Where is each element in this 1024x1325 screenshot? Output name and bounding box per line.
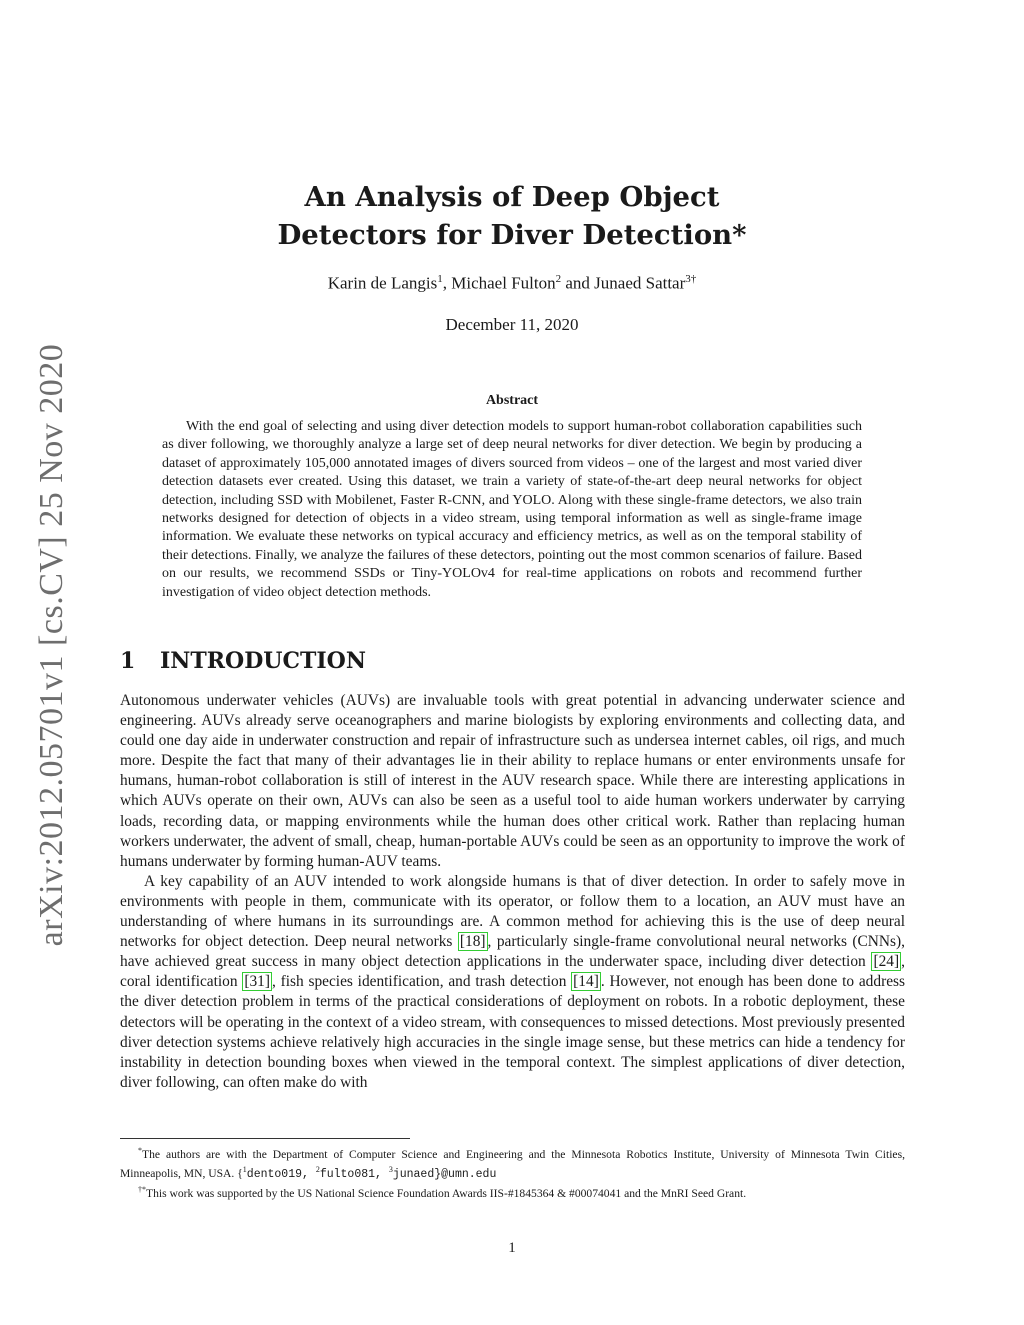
affiliation-mark: 3† (685, 273, 697, 285)
publication-date: December 11, 2020 (445, 315, 579, 334)
abstract-body: With the end goal of selecting and using diver detection models to support human-robot collaboration capabilities such as diver following, we thoroughly analyze a large set of deep neural networks for diver detection. We begin by producing a dataset of approximately 105,000 annotated images of divers sourced from videos – one of the largest and most varied diver detection datasets ever created. Using this dataset, we train a variety of state-of-the-art deep neural networks for object detection, including SSD with Mobilenet, Faster R-CNN, and YOLO. Along with these single-frame detectors, we also train networks designed for detection of objects in a video stream, using temporal information as well as single-frame image information. We evaluate these networks on typical accuracy and efficiency metrics, as well as on the temporal stability of their detections. Finally, we analyze the failures of these detectors, pointing out the most common scenarios of failure. Based on our results, we recommend SSDs or Tiny-YOLOv4 for real-time applications on robots and recommend further investigation of video object detection methods. (162, 419, 862, 600)
email-address[interactable]: dento019, (246, 1167, 316, 1181)
citation-link[interactable]: [24] (873, 953, 900, 971)
footnote-mark: †* (138, 1184, 146, 1194)
paragraph-text: , fish species identification, and trash detection (272, 973, 572, 991)
introduction-body (120, 691, 905, 1093)
footnote-divider (120, 1138, 410, 1139)
affiliation-mark: 2 (555, 273, 562, 285)
affiliation-mark: 1 (437, 273, 443, 285)
paragraph-text: , coral identification (120, 953, 905, 991)
author-name: Michael Fulton (451, 273, 556, 293)
footnotes (120, 1143, 905, 1201)
paragraph-text: A key capability of an AUV intended to work alongside humans is that of diver detection. In order to safely move in environments with people in them, communicate with its operator, or follow them to a location, an AUV must have an understanding of where humans in its surroundings are. A common method for achieving this is the use of deep neural networks for object detection. Deep neural networks (120, 872, 905, 951)
paragraph: Autonomous underwater vehicles (AUVs) are invaluable tools with great potential in advancing underwater science and engineering. AUVs already serve oceanographers and marine biologists by exploring environments and collecting data, and could one day aide in underwater construction and repair of infrastructure such as undersea internet cables, oil rigs, and much more. Despite the fact that many of their advantages lie in their ability to replace humans or enter environments unsafe for humans, human-robot collaboration is still of interest in the AUV research space. While there are interesting applications in which AUVs operate on their own, AUVs can also be seen as a useful tool to aide human workers underwater by carrying loads, recording data, or mapping environments while the human does other critical work. Rather than replacing human workers underwater, the advent of small, cheap, human-portable AUVs could be seen as an opportunity to improve the work of humans underwater by forming human-AUV teams. (120, 692, 905, 870)
footnote (120, 1182, 905, 1201)
title-line-2: Detectors for Diver Detection* (277, 219, 747, 251)
email-address[interactable]: fulto081, (319, 1167, 389, 1181)
footnote-text: The authors are with the Department of Computer Science and Engineering and the Minnesota Robotics Institute, University of Minnesota Twin Cities, Minneapolis, MN, USA. { (120, 1147, 905, 1180)
paragraph-text: , particularly single-frame convolutional neural networks (CNNs), have achieved great success in many object detection applications in the underwater space, including diver detection (120, 933, 905, 971)
author-name: Karin de Langis (327, 273, 438, 293)
section-title: INTRODUCTION (160, 648, 366, 674)
citation-link[interactable]: [18] (459, 933, 486, 951)
abstract-heading: Abstract (485, 393, 539, 408)
citation-link[interactable]: [31] (244, 973, 270, 991)
email-mark: 2 (315, 1164, 320, 1174)
email-mark: 1 (242, 1164, 247, 1174)
section-heading (120, 648, 366, 674)
citation-link[interactable]: [14] (573, 973, 599, 991)
footnote-mark: * (138, 1146, 142, 1155)
email-address[interactable]: junaed}@umn.edu (392, 1167, 497, 1181)
author-name: Junaed Sattar (594, 273, 686, 293)
page-number: 1 (508, 1240, 516, 1256)
footnote-text: This work was supported by the US National Science Foundation Awards IIS-#1845364 & #00074041 and the MnRI Seed Grant. (146, 1186, 747, 1200)
paragraph-text: . However, not enough has been done to address the diver detection problem in terms of the practical considerations of deployment on robots. In a robotic deployment, these detectors will be operating in the context of a video stream, with consequences to missed detections. Most previously presented diver detection systems achieve relatively high accuracies in the single image sense, but these metrics can hide a tendency for instability in detection bounding boxes when viewed in the temporal context. The simplest applications of diver detection, diver following, can often make do with (120, 973, 905, 1091)
arxiv-identifier[interactable]: arXiv:2012.05701v1 [cs.CV] 25 Nov 2020 (33, 343, 70, 947)
paper-title (162, 178, 862, 254)
footnote (120, 1143, 905, 1182)
author-separator: and (561, 273, 595, 293)
author-separator: , (442, 273, 452, 293)
author-list (162, 273, 862, 294)
title-line-1: An Analysis of Deep Object (304, 181, 720, 213)
section-number: 1 (120, 648, 136, 674)
email-mark: 3 (388, 1164, 393, 1174)
paragraph (120, 872, 905, 1093)
